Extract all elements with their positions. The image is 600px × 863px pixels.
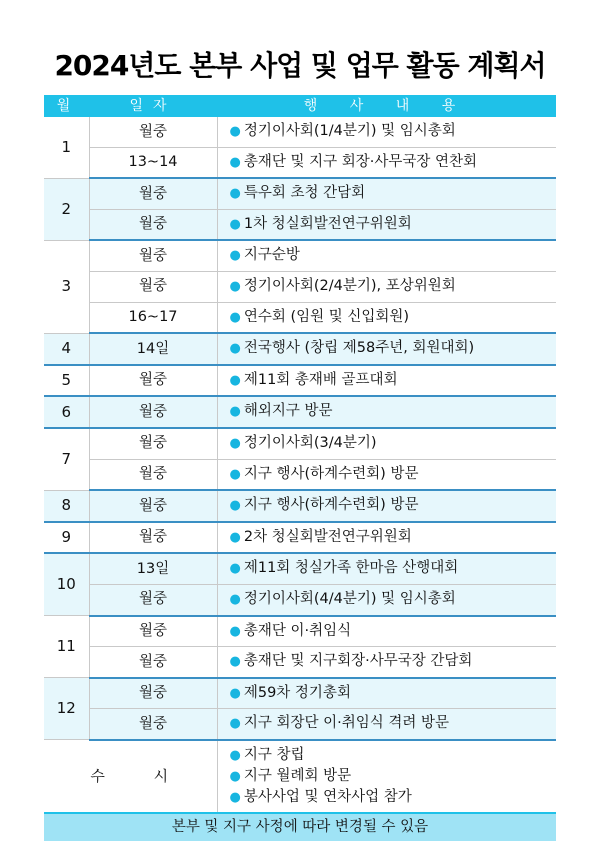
bullet-icon: ● <box>229 435 241 451</box>
date-cell: 월중 <box>89 459 217 490</box>
bullet-icon: ● <box>229 529 241 545</box>
activity-text: 지구 행사(하계수련회) 방문 <box>243 465 419 482</box>
date-cell: 월중 <box>89 522 217 554</box>
activity-cell <box>217 490 556 522</box>
activity-text: 지구 회장단 이·취임식 격려 방문 <box>243 715 449 732</box>
month-cell: 1 <box>44 117 89 178</box>
bullet-icon: ● <box>229 498 241 514</box>
bullet-icon: ● <box>229 789 241 805</box>
bullet-icon: ● <box>229 561 241 577</box>
activity-cell <box>217 271 556 302</box>
header-month: 월 <box>44 95 89 117</box>
bullet-icon: ● <box>229 623 241 639</box>
month-cell: 11 <box>44 616 89 678</box>
activity-cell <box>217 553 556 584</box>
bullet-icon: ● <box>229 186 241 202</box>
activity-text: 특우회 초청 간담회 <box>243 185 366 202</box>
bullet-icon: ● <box>229 591 241 607</box>
activity-text: 연수회 (임원 및 신입회원) <box>243 308 410 325</box>
header-activity: 행 사 내 용 <box>217 95 556 117</box>
date-cell: 13~14 <box>89 147 217 178</box>
month-cell: 5 <box>44 365 89 397</box>
bullet-icon: ● <box>229 654 241 670</box>
activity-text: 정기이사회(3/4분기) <box>243 434 377 451</box>
activity-cell <box>217 522 556 554</box>
month-cell: 4 <box>44 333 89 365</box>
activity-cell <box>217 302 556 333</box>
date-cell: 14일 <box>89 333 217 365</box>
month-cell: 2 <box>44 178 89 240</box>
activity-cell <box>217 209 556 240</box>
activity-text: 정기이사회(4/4분기) 및 임시총회 <box>243 590 456 607</box>
activity-text: 제59차 정기총회 <box>243 684 351 701</box>
activity-cell <box>217 333 556 365</box>
activity-cell <box>217 428 556 459</box>
activity-cell <box>217 584 556 615</box>
date-cell: 월중 <box>89 616 217 647</box>
page-title: 2024년도 본부 사업 및 업무 활동 계획서 <box>54 49 546 82</box>
activity-cell <box>217 178 556 209</box>
activity-text: 정기이사회(1/4분기) 및 임시총회 <box>243 123 456 139</box>
activity-cell <box>217 365 556 397</box>
bullet-icon: ● <box>229 309 241 325</box>
bullet-icon: ● <box>229 216 241 232</box>
activity-cell <box>217 678 556 709</box>
activity-cell <box>217 240 556 271</box>
adhoc-label: 수 시 <box>44 740 217 813</box>
adhoc-list <box>217 740 556 813</box>
activity-text: 지구 행사(하계수련회) 방문 <box>243 497 419 514</box>
activity-text: 총재단 및 지구 회장·사무국장 연찬회 <box>243 153 477 170</box>
date-cell: 13일 <box>89 553 217 584</box>
date-cell: 월중 <box>89 271 217 302</box>
activity-text: 정기이사회(2/4분기), 포상위원회 <box>243 277 456 294</box>
bullet-icon: ● <box>229 124 241 139</box>
bullet-icon: ● <box>229 248 241 264</box>
activity-cell <box>217 147 556 178</box>
date-cell: 월중 <box>89 117 217 147</box>
bullet-icon: ● <box>229 278 241 294</box>
activity-cell <box>217 459 556 490</box>
bullet-icon: ● <box>229 747 241 763</box>
date-cell: 월중 <box>89 647 217 678</box>
table-header <box>44 95 556 117</box>
date-cell: 월중 <box>89 396 217 428</box>
month-cell: 12 <box>44 678 89 740</box>
adhoc-item-text: 봉사사업 및 연차사업 참가 <box>243 788 412 805</box>
bullet-icon: ● <box>229 372 241 388</box>
bullet-icon: ● <box>229 466 241 482</box>
adhoc-item-text: 지구 창립 <box>243 746 305 763</box>
date-cell: 월중 <box>89 209 217 240</box>
activity-text: 제11회 청실가족 한마음 산행대회 <box>243 560 459 577</box>
date-cell: 월중 <box>89 365 217 397</box>
activity-cell <box>217 117 556 147</box>
date-cell: 월중 <box>89 678 217 709</box>
date-cell: 월중 <box>89 178 217 209</box>
bullet-icon: ● <box>229 768 241 784</box>
bullet-icon: ● <box>229 685 241 701</box>
activity-cell <box>217 647 556 678</box>
activity-cell <box>217 709 556 740</box>
month-cell: 7 <box>44 428 89 490</box>
header-date: 일자 <box>89 95 217 117</box>
activity-text: 총재단 이·취임식 <box>243 622 352 639</box>
bullet-icon: ● <box>229 716 241 732</box>
activity-cell <box>217 616 556 647</box>
activity-cell <box>217 396 556 428</box>
bullet-icon: ● <box>229 404 241 420</box>
activity-text: 전국행사 (창립 제58주년, 회원대회) <box>243 340 475 357</box>
month-cell: 10 <box>44 553 89 615</box>
activity-text: 총재단 및 지구회장·사무국장 간담회 <box>243 653 473 670</box>
bullet-icon: ● <box>229 154 241 170</box>
date-cell: 16~17 <box>89 302 217 333</box>
activity-text: 지구순방 <box>243 247 300 264</box>
date-cell: 월중 <box>89 709 217 740</box>
date-cell: 월중 <box>89 240 217 271</box>
month-cell: 9 <box>44 522 89 554</box>
date-cell: 월중 <box>89 584 217 615</box>
activity-text: 제11회 총재배 골프대회 <box>243 371 398 388</box>
bullet-icon: ● <box>229 341 241 357</box>
month-cell: 6 <box>44 396 89 428</box>
month-cell: 3 <box>44 240 89 333</box>
list-item <box>230 787 557 808</box>
list-item <box>230 745 557 766</box>
date-cell: 월중 <box>89 428 217 459</box>
footer-note: 본부 및 지구 사정에 따라 변경될 수 있음 <box>44 813 556 841</box>
month-cell: 8 <box>44 490 89 522</box>
activity-text: 해외지구 방문 <box>243 403 333 420</box>
activity-text: 1차 청실회발전연구위원회 <box>243 215 412 232</box>
list-item <box>230 766 557 787</box>
date-cell: 월중 <box>89 490 217 522</box>
activity-text: 2차 청실회발전연구위원회 <box>243 528 412 545</box>
plan-table <box>44 95 556 841</box>
adhoc-item-text: 지구 월례회 방문 <box>243 767 352 784</box>
